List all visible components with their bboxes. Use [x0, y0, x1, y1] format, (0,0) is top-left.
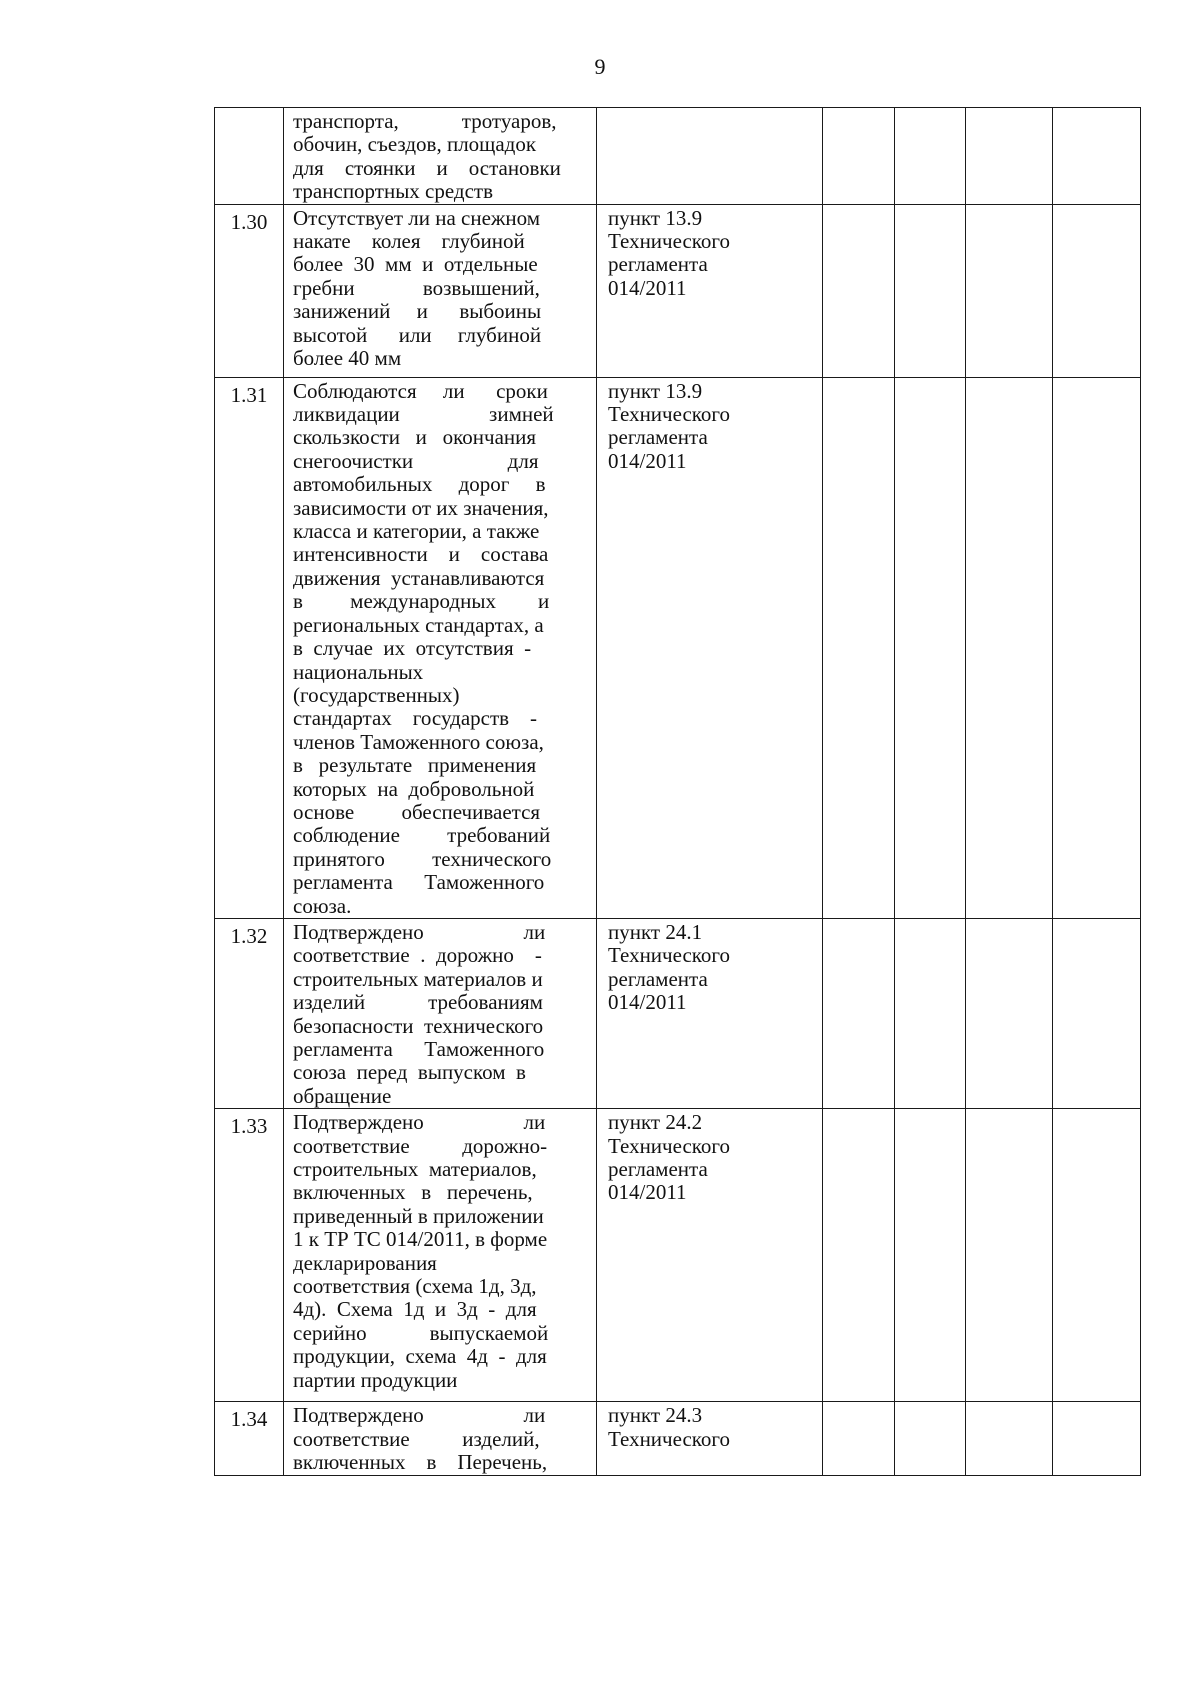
reference-line: пункт 13.9	[608, 205, 703, 230]
item-number: 1.31	[215, 377, 284, 918]
reference-line: 014/2011	[608, 1180, 687, 1205]
requirement-text	[284, 1109, 597, 1402]
reference-line: пункт 13.9	[608, 378, 703, 403]
answer-cell	[1053, 1402, 1141, 1476]
reference-line: Технического	[608, 402, 731, 427]
answer-cell	[823, 1402, 895, 1476]
requirement-line: в результате применения	[293, 753, 537, 778]
requirement-line: основе обеспечивается	[293, 799, 541, 824]
requirement-line: зависимости от их значения,	[293, 495, 549, 520]
requirement-line: класса и категории, а также	[293, 519, 540, 544]
requirement-line: национальных	[293, 659, 424, 684]
requirement-text	[284, 1402, 597, 1476]
requirement-text	[284, 204, 597, 377]
regulation-reference	[597, 108, 823, 205]
item-number: 1.32	[215, 918, 284, 1108]
requirement-line: Подтверждено ли	[293, 1110, 546, 1135]
requirement-line: декларирования	[293, 1250, 437, 1275]
reference-line: регламента	[608, 425, 708, 450]
table-row	[215, 1109, 1141, 1402]
answer-cell	[823, 1109, 895, 1402]
requirement-line: приведенный в приложении	[293, 1203, 544, 1228]
requirement-line: автомобильных дорог в	[293, 472, 546, 497]
requirement-line: транспорта, тротуаров,	[293, 109, 557, 133]
requirement-line: 4д). Схема 1д и 3д - для	[293, 1297, 537, 1322]
requirement-line: включенных в Перечень,	[293, 1450, 548, 1475]
requirement-text	[284, 377, 597, 918]
reference-line: регламента	[608, 1157, 708, 1182]
requirement-line: Соблюдаются ли сроки	[293, 378, 548, 403]
item-number	[215, 108, 284, 205]
reference-line: пункт 24.3	[608, 1403, 703, 1428]
requirement-line: Подтверждено ли	[293, 1403, 546, 1428]
requirement-line: Подтверждено ли	[293, 919, 546, 944]
reference-line: Технического	[608, 229, 731, 254]
reference-line: регламента	[608, 252, 708, 277]
requirement-line: в случае их отсутствия -	[293, 636, 532, 661]
requirement-line: (государственных)	[293, 682, 460, 707]
regulation-reference	[597, 377, 823, 918]
answer-cell	[1053, 918, 1141, 1108]
requirement-line: Отсутствует ли на снежном	[293, 205, 541, 230]
table-row	[215, 108, 1141, 205]
requirement-line: регламента Таможенного	[293, 1037, 545, 1061]
requirement-line: обочин, съездов, площадок	[293, 132, 537, 157]
item-number: 1.33	[215, 1109, 284, 1402]
requirement-line: союза перед выпуском в	[293, 1060, 526, 1085]
requirement-text	[284, 108, 597, 205]
requirement-line: соблюдение требований	[293, 823, 551, 848]
reference-line: Технического	[608, 1426, 731, 1451]
reference-line: регламента	[608, 966, 708, 991]
item-number: 1.30	[215, 204, 284, 377]
answer-cell	[966, 1109, 1053, 1402]
requirement-line: движения устанавливаются	[293, 565, 545, 590]
requirement-line: соответствия (схема 1д, 3д,	[293, 1274, 537, 1299]
answer-cell	[1053, 204, 1141, 377]
requirement-line: гребни возвышений,	[293, 275, 540, 300]
requirement-line: союза.	[293, 893, 352, 918]
page-number: 9	[594, 54, 606, 79]
requirement-line: регламента Таможенного	[293, 870, 545, 895]
answer-cell	[895, 1109, 966, 1402]
requirement-line: скользкости и окончания	[293, 425, 537, 450]
requirement-line: 1 к ТР ТС 014/2011, в форме	[293, 1227, 548, 1252]
regulation-reference	[597, 204, 823, 377]
requirement-line: принятого технического	[293, 846, 552, 871]
item-number: 1.34	[215, 1402, 284, 1476]
answer-cell	[1053, 377, 1141, 918]
table-row	[215, 918, 1141, 1108]
answer-cell	[895, 1402, 966, 1476]
answer-cell	[823, 108, 895, 205]
requirement-line: строительных материалов,	[293, 1157, 537, 1182]
table-row	[215, 1402, 1141, 1476]
reference-line: 014/2011	[608, 275, 687, 300]
reference-line: пункт 24.1	[608, 919, 703, 944]
requirement-line: высотой или глубиной	[293, 322, 542, 347]
answer-cell	[1053, 1109, 1141, 1402]
reference-line: Технического	[608, 943, 731, 968]
answer-cell	[823, 918, 895, 1108]
requirement-line: занижений и выбоины	[293, 299, 542, 324]
requirement-text	[284, 918, 597, 1108]
regulation-reference	[597, 1402, 823, 1476]
requirement-line: для стоянки и остановки	[293, 155, 561, 180]
answer-cell	[966, 377, 1053, 918]
regulation-reference	[597, 1109, 823, 1402]
answer-cell	[823, 377, 895, 918]
answer-cell	[895, 377, 966, 918]
requirement-line: интенсивности и состава	[293, 542, 549, 567]
requirement-line: стандартах государств -	[293, 706, 538, 731]
answer-cell	[823, 204, 895, 377]
answer-cell	[966, 108, 1053, 205]
requirement-line: соответствие . дорожно -	[293, 943, 542, 968]
requirement-line: продукции, схема 4д - для	[293, 1344, 547, 1369]
requirement-line: более 30 мм и отдельные	[293, 252, 538, 277]
requirement-line: строительных материалов и	[293, 966, 543, 991]
requirement-line: которых на добровольной	[293, 776, 535, 801]
answer-cell	[895, 918, 966, 1108]
requirement-line: региональных стандартах, а	[293, 612, 544, 637]
answer-cell	[1053, 108, 1141, 205]
requirement-line: более 40 мм	[293, 346, 402, 371]
regulation-reference	[597, 918, 823, 1108]
answer-cell	[966, 1402, 1053, 1476]
reference-line: Технического	[608, 1133, 731, 1158]
answer-cell	[966, 918, 1053, 1108]
reference-line: пункт 24.2	[608, 1110, 703, 1135]
checklist-table	[214, 107, 1141, 1476]
requirement-line: в международных и	[293, 589, 550, 614]
requirement-line: безопасности технического	[293, 1013, 544, 1038]
requirement-line: транспортных средств	[293, 179, 494, 204]
requirement-line: ликвидации зимней	[293, 402, 554, 427]
requirement-line: членов Таможенного союза,	[293, 729, 544, 754]
requirement-line: включенных в перечень,	[293, 1180, 533, 1205]
table-row	[215, 377, 1141, 918]
requirement-line: соответствие изделий,	[293, 1426, 540, 1451]
requirement-line: накате колея глубиной	[293, 229, 525, 254]
requirement-line: изделий требованиям	[293, 990, 543, 1015]
answer-cell	[895, 108, 966, 205]
requirement-line: соответствие дорожно-	[293, 1133, 548, 1158]
requirement-line: обращение	[293, 1083, 392, 1108]
requirement-line: партии продукции	[293, 1367, 458, 1392]
answer-cell	[895, 204, 966, 377]
reference-line: 014/2011	[608, 990, 687, 1015]
answer-cell	[966, 204, 1053, 377]
requirement-line: снегоочистки для	[293, 448, 539, 473]
reference-line: 014/2011	[608, 448, 687, 473]
requirement-line: серийно выпускаемой	[293, 1320, 549, 1345]
table-row	[215, 204, 1141, 377]
